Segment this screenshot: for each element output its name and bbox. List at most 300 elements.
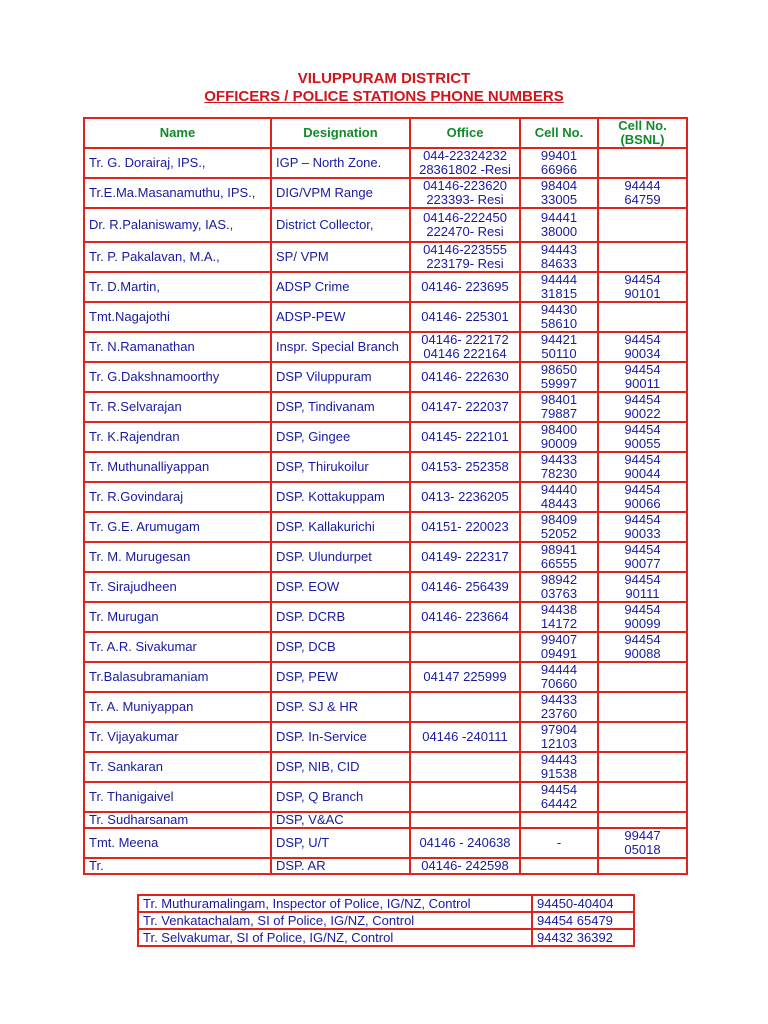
table-row: [84, 828, 687, 858]
cell-designation-line: DSP, U/T: [276, 835, 330, 850]
cell-office-line: 222470- Resi: [426, 224, 504, 239]
cell-designation: [271, 272, 410, 302]
cell-mobile-line: 99401: [540, 148, 578, 163]
cell-mobile-line: 66555: [540, 556, 578, 571]
cell-designation: [271, 452, 410, 482]
cell-designation: [271, 148, 410, 178]
cell-mobile-line: 38000: [540, 224, 578, 239]
table-row: [84, 722, 687, 752]
cell-mobile-line: 97904: [540, 722, 578, 737]
cell-name-line: Tr. R.Selvarajan: [89, 399, 182, 414]
cell-bsnl: [598, 782, 687, 812]
cell-mobile: [520, 572, 598, 602]
cell-name-line: Dr. R.Palaniswamy, IAS.,: [89, 217, 234, 232]
cell-name-line: Tr. G.E. Arumugam: [89, 519, 200, 534]
cell-mobile-line: 84633: [540, 256, 578, 271]
header-designation: Designation: [271, 118, 410, 148]
header-office: Office: [410, 118, 520, 148]
cell-designation: [271, 302, 410, 332]
cell-bsnl-line: 90022: [624, 406, 661, 421]
cell-bsnl: [598, 752, 687, 782]
cell-name: [84, 632, 271, 662]
table-row: [84, 422, 687, 452]
cell-name: [84, 272, 271, 302]
cell-mobile: [520, 602, 598, 632]
cell-name-line: Tr. Vijayakumar: [89, 729, 179, 744]
cell-mobile: [520, 812, 598, 828]
cell-mobile: [520, 828, 598, 858]
cell-name-line: Tmt.Nagajothi: [89, 309, 170, 324]
cell-name-line: Tr. R.Govindaraj: [89, 489, 184, 504]
cell-mobile: [520, 242, 598, 272]
table-row: [84, 452, 687, 482]
cell-designation-line: IGP – North Zone.: [276, 155, 382, 170]
cell-bsnl: [598, 722, 687, 752]
cell-mobile-line: 94444: [540, 272, 578, 287]
cell-bsnl: [598, 452, 687, 482]
cell-bsnl-line: 90011: [624, 376, 661, 391]
cell-office-line: 04147 225999: [423, 669, 507, 684]
cell-mobile-line: -: [556, 835, 562, 850]
cell-office: [410, 752, 520, 782]
control-phone: 94454 65479: [532, 912, 634, 929]
cell-bsnl-line: 94454: [624, 632, 661, 647]
cell-name: [84, 332, 271, 362]
cell-office: [410, 512, 520, 542]
cell-office: [410, 782, 520, 812]
cell-designation-line: DSP. EOW: [276, 579, 340, 594]
cell-name-line: Tr. A. Muniyappan: [89, 699, 194, 714]
cell-mobile-line: 98941: [540, 542, 578, 557]
table-row: [84, 542, 687, 572]
cell-name-line: Tr. P. Pakalavan, M.A.,: [89, 249, 220, 264]
table-row: [84, 692, 687, 722]
cell-bsnl-line: 94454: [624, 602, 661, 617]
cell-designation: [271, 332, 410, 362]
cell-designation-line: DIG/VPM Range: [276, 185, 373, 200]
cell-mobile-line: 09491: [540, 646, 578, 661]
cell-designation: [271, 572, 410, 602]
cell-mobile-line: 94438: [540, 602, 578, 617]
cell-name: [84, 242, 271, 272]
cell-mobile: [520, 632, 598, 662]
cell-bsnl: [598, 632, 687, 662]
cell-mobile: [520, 782, 598, 812]
table-row: [84, 782, 687, 812]
cell-office: [410, 542, 520, 572]
cell-office: [410, 828, 520, 858]
cell-mobile-line: 94441: [540, 210, 578, 225]
cell-mobile-line: 23760: [540, 706, 578, 721]
cell-mobile: [520, 692, 598, 722]
cell-office-line: 04146 - 240638: [419, 835, 511, 850]
cell-bsnl-line: 64759: [624, 192, 661, 207]
cell-office: [410, 452, 520, 482]
document-subtitle: OFFICERS / POLICE STATIONS PHONE NUMBERS: [204, 88, 564, 105]
cell-bsnl: [598, 662, 687, 692]
cell-mobile-line: 90009: [540, 436, 578, 451]
cell-office-line: 044-22324232: [423, 148, 507, 163]
cell-designation-line: DSP Viluppuram: [276, 369, 372, 384]
cell-mobile-line: 99407: [540, 632, 578, 647]
cell-mobile: [520, 272, 598, 302]
cell-designation-line: DSP. Kallakurichi: [276, 519, 375, 534]
cell-name-line: Tr. Sankaran: [89, 759, 163, 774]
cell-name: [84, 752, 271, 782]
cell-name: [84, 452, 271, 482]
cell-office-line: 04146- 222172: [421, 332, 509, 347]
cell-designation: [271, 722, 410, 752]
header-name: Name: [84, 118, 271, 148]
cell-name-line: Tr. D.Martin,: [89, 279, 161, 294]
cell-bsnl-line: 90034: [624, 346, 661, 361]
cell-mobile-line: 98404: [540, 178, 578, 193]
cell-name: [84, 392, 271, 422]
cell-office: [410, 148, 520, 178]
cell-mobile-line: 91538: [540, 766, 578, 781]
cell-designation: [271, 602, 410, 632]
cell-mobile-line: 03763: [540, 586, 578, 601]
cell-designation-line: DSP, Tindivanam: [276, 399, 375, 414]
cell-mobile-line: 64442: [540, 796, 578, 811]
table-row: [84, 392, 687, 422]
cell-bsnl-line: 90055: [624, 436, 661, 451]
cell-bsnl-line: 90111: [625, 586, 660, 601]
table-row: [84, 482, 687, 512]
cell-office: [410, 662, 520, 692]
cell-name-line: Tr. G. Dorairaj, IPS.,: [89, 155, 206, 170]
cell-office-line: 04146- 242598: [421, 858, 509, 873]
cell-bsnl-line: 94454: [624, 422, 661, 437]
cell-designation: [271, 542, 410, 572]
cell-name-line: Tr. Sudharsanam: [89, 812, 189, 827]
cell-name-line: Tr. M. Murugesan: [89, 549, 191, 564]
officers-table: [83, 117, 688, 875]
cell-bsnl-line: 94444: [624, 178, 661, 193]
cell-name: [84, 602, 271, 632]
control-officer: Tr. Venkatachalam, SI of Police, IG/NZ, Control: [138, 912, 532, 929]
cell-mobile-line: 98400: [540, 422, 578, 437]
cell-name-line: Tr.E.Ma.Masanamuthu, IPS.,: [89, 185, 256, 200]
control-row: [138, 895, 634, 912]
cell-designation-line: SP/ VPM: [276, 249, 329, 264]
cell-office: [410, 722, 520, 752]
control-room-table: [137, 894, 635, 947]
cell-designation-line: ADSP Crime: [276, 279, 350, 294]
cell-mobile-line: 98942: [540, 572, 578, 587]
cell-mobile-line: 94444: [540, 662, 578, 677]
control-phone: 94432 36392: [532, 929, 634, 946]
cell-office: [410, 692, 520, 722]
cell-office: [410, 632, 520, 662]
cell-bsnl-line: 90077: [624, 556, 661, 571]
cell-designation: [271, 362, 410, 392]
cell-mobile: [520, 482, 598, 512]
cell-designation: [271, 828, 410, 858]
table-row: [84, 178, 687, 208]
table-row: [84, 302, 687, 332]
cell-mobile: [520, 512, 598, 542]
cell-name: [84, 572, 271, 602]
cell-bsnl-line: 94454: [624, 362, 661, 377]
cell-office-line: 04146-223620: [423, 178, 507, 193]
cell-office: [410, 332, 520, 362]
cell-mobile: [520, 452, 598, 482]
cell-office: [410, 362, 520, 392]
cell-office: [410, 272, 520, 302]
control-row: [138, 912, 634, 929]
cell-designation: [271, 812, 410, 828]
cell-mobile: [520, 302, 598, 332]
cell-name-line: Tr. Murugan: [89, 609, 159, 624]
cell-name: [84, 692, 271, 722]
table-row: [84, 752, 687, 782]
cell-name-line: Tr. N.Ramanathan: [89, 339, 195, 354]
cell-bsnl: [598, 482, 687, 512]
cell-mobile: [520, 392, 598, 422]
cell-name: [84, 782, 271, 812]
cell-bsnl: [598, 812, 687, 828]
cell-bsnl-line: 05018: [624, 842, 661, 857]
cell-designation: [271, 242, 410, 272]
cell-mobile: [520, 362, 598, 392]
cell-mobile-line: 50110: [541, 346, 577, 361]
cell-mobile-line: 52052: [540, 526, 578, 541]
cell-bsnl: [598, 148, 687, 178]
table-row: [84, 662, 687, 692]
table-row: [84, 242, 687, 272]
cell-bsnl: [598, 572, 687, 602]
cell-office-line: 04146 222164: [423, 346, 507, 361]
cell-mobile-line: 94443: [540, 752, 578, 767]
cell-name: [84, 722, 271, 752]
table-row: [84, 148, 687, 178]
cell-bsnl-line: 90099: [624, 616, 661, 631]
cell-designation: [271, 752, 410, 782]
cell-designation-line: ADSP-PEW: [276, 309, 346, 324]
cell-name-line: Tr. Sirajudheen: [89, 579, 177, 594]
cell-office: [410, 812, 520, 828]
cell-office: [410, 208, 520, 242]
cell-bsnl: [598, 242, 687, 272]
cell-office-line: 04146-223555: [423, 242, 507, 257]
cell-designation-line: District Collector,: [276, 217, 374, 232]
cell-bsnl: [598, 272, 687, 302]
cell-office-line: 223179- Resi: [426, 256, 504, 271]
cell-name-line: Tmt. Meena: [89, 835, 159, 850]
cell-office-line: 0413- 2236205: [421, 489, 509, 504]
cell-designation: [271, 858, 410, 874]
cell-bsnl: [598, 178, 687, 208]
cell-bsnl-line: 90044: [624, 466, 661, 481]
cell-mobile: [520, 722, 598, 752]
cell-office: [410, 602, 520, 632]
cell-name: [84, 208, 271, 242]
cell-office: [410, 178, 520, 208]
cell-mobile-line: 94454: [540, 782, 578, 797]
cell-name: [84, 178, 271, 208]
table-row: [84, 272, 687, 302]
table-row: [84, 572, 687, 602]
cell-bsnl-line: 90101: [624, 286, 661, 301]
cell-bsnl: [598, 828, 687, 858]
cell-mobile-line: 58610: [540, 316, 578, 331]
cell-office: [410, 482, 520, 512]
cell-designation-line: DSP. AR: [276, 858, 326, 873]
cell-name: [84, 662, 271, 692]
cell-designation: [271, 422, 410, 452]
cell-office: [410, 422, 520, 452]
cell-designation-line: DSP. Kottakuppam: [276, 489, 385, 504]
cell-mobile-line: 98409: [540, 512, 578, 527]
cell-mobile: [520, 208, 598, 242]
cell-designation: [271, 692, 410, 722]
table-row: [84, 208, 687, 242]
cell-name-line: Tr. G.Dakshnamoorthy: [89, 369, 220, 384]
cell-mobile: [520, 332, 598, 362]
table-row: [84, 512, 687, 542]
cell-designation: [271, 482, 410, 512]
cell-designation: [271, 662, 410, 692]
cell-office-line: 04146-222450: [423, 210, 507, 225]
cell-name: [84, 542, 271, 572]
cell-name-line: Tr. Muthunalliyappan: [89, 459, 210, 474]
cell-bsnl-line: 94454: [624, 332, 661, 347]
cell-office: [410, 392, 520, 422]
cell-designation-line: Inspr. Special Branch: [276, 339, 399, 354]
cell-mobile-line: 94440: [540, 482, 578, 497]
cell-mobile-line: 33005: [540, 192, 578, 207]
cell-mobile-line: 79887: [540, 406, 578, 421]
cell-name-line: Tr.Balasubramaniam: [89, 669, 209, 684]
cell-mobile: [520, 148, 598, 178]
cell-bsnl: [598, 542, 687, 572]
cell-office: [410, 858, 520, 874]
cell-designation: [271, 782, 410, 812]
cell-office-line: 04146- 222630: [421, 369, 509, 384]
cell-bsnl-line: 94454: [624, 392, 661, 407]
cell-designation-line: DSP. DCRB: [276, 609, 346, 624]
cell-mobile-line: 70660: [540, 676, 578, 691]
document-title: VILUPPURAM DISTRICT: [297, 70, 471, 87]
cell-mobile-line: 14172: [540, 616, 578, 631]
header-bsnl-line2: (BSNL): [620, 132, 665, 147]
cell-mobile-line: 66966: [540, 162, 578, 177]
cell-name: [84, 302, 271, 332]
cell-mobile-line: 94421: [540, 332, 578, 347]
cell-office-line: 04146- 225301: [421, 309, 509, 324]
cell-office: [410, 242, 520, 272]
header-cell: Cell No.: [520, 118, 598, 148]
cell-mobile: [520, 178, 598, 208]
header-row: [84, 118, 687, 148]
cell-name-line: Tr.: [89, 858, 104, 873]
table-row: [84, 362, 687, 392]
cell-bsnl: [598, 392, 687, 422]
cell-designation: [271, 512, 410, 542]
cell-bsnl-line: 90066: [624, 496, 661, 511]
header-bsnl: [598, 118, 687, 148]
cell-name: [84, 362, 271, 392]
cell-mobile: [520, 662, 598, 692]
table-row: [84, 332, 687, 362]
cell-designation-line: DSP. Ulundurpet: [276, 549, 372, 564]
cell-office: [410, 302, 520, 332]
cell-bsnl: [598, 602, 687, 632]
cell-office-line: 04146- 256439: [421, 579, 509, 594]
cell-bsnl-line: 94454: [624, 572, 661, 587]
cell-bsnl-line: 94454: [624, 512, 661, 527]
cell-bsnl: [598, 858, 687, 874]
cell-office-line: 28361802 -Resi: [419, 162, 511, 177]
cell-designation-line: DSP, Thirukoilur: [276, 459, 369, 474]
control-phone: 94450-40404: [532, 895, 634, 912]
cell-designation-line: DSP, DCB: [276, 639, 336, 654]
cell-mobile-line: 94433: [540, 692, 578, 707]
table-row: [84, 858, 687, 874]
cell-office: [410, 572, 520, 602]
cell-mobile: [520, 422, 598, 452]
cell-office-line: 04153- 252358: [421, 459, 509, 474]
cell-mobile-line: 59997: [540, 376, 578, 391]
cell-bsnl-line: 94454: [624, 542, 661, 557]
cell-designation: [271, 392, 410, 422]
cell-mobile-line: 48443: [540, 496, 578, 511]
cell-mobile: [520, 752, 598, 782]
cell-designation-line: DSP, PEW: [276, 669, 338, 684]
cell-mobile-line: 98650: [540, 362, 578, 377]
cell-bsnl: [598, 332, 687, 362]
cell-name-line: Tr. A.R. Sivakumar: [89, 639, 197, 654]
cell-name: [84, 512, 271, 542]
cell-mobile-line: 94443: [540, 242, 578, 257]
table-row: [84, 602, 687, 632]
cell-name: [84, 858, 271, 874]
cell-designation: [271, 208, 410, 242]
cell-bsnl-line: 99447: [624, 828, 661, 843]
cell-bsnl-line: 90033: [624, 526, 661, 541]
cell-mobile: [520, 542, 598, 572]
cell-name: [84, 148, 271, 178]
cell-designation-line: DSP. In-Service: [276, 729, 367, 744]
control-row: [138, 929, 634, 946]
cell-bsnl: [598, 512, 687, 542]
cell-office-line: 04146- 223695: [421, 279, 509, 294]
cell-bsnl-line: 94454: [624, 452, 661, 467]
cell-bsnl-line: 94454: [624, 272, 661, 287]
cell-mobile: [520, 858, 598, 874]
cell-mobile-line: 94433: [540, 452, 578, 467]
cell-office-line: 04149- 222317: [421, 549, 509, 564]
cell-mobile-line: 94430: [540, 302, 578, 317]
cell-office-line: 04146 -240111: [422, 729, 508, 744]
table-row: [84, 632, 687, 662]
cell-designation: [271, 178, 410, 208]
cell-office-line: 04151- 220023: [421, 519, 509, 534]
cell-office-line: 223393- Resi: [426, 192, 504, 207]
cell-bsnl: [598, 208, 687, 242]
cell-designation-line: DSP, V&AC: [276, 812, 344, 827]
table-row: [84, 812, 687, 828]
cell-designation-line: DSP. SJ & HR: [276, 699, 359, 714]
cell-bsnl: [598, 692, 687, 722]
control-officer: Tr. Selvakumar, SI of Police, IG/NZ, Control: [138, 929, 532, 946]
cell-office-line: 04147- 222037: [421, 399, 509, 414]
control-officer: Tr. Muthuramalingam, Inspector of Police, IG/NZ, Control: [138, 895, 532, 912]
header-bsnl-line1: Cell No.: [618, 118, 667, 133]
cell-name-line: Tr. Thanigaivel: [89, 789, 174, 804]
cell-bsnl-line: 90088: [624, 646, 661, 661]
